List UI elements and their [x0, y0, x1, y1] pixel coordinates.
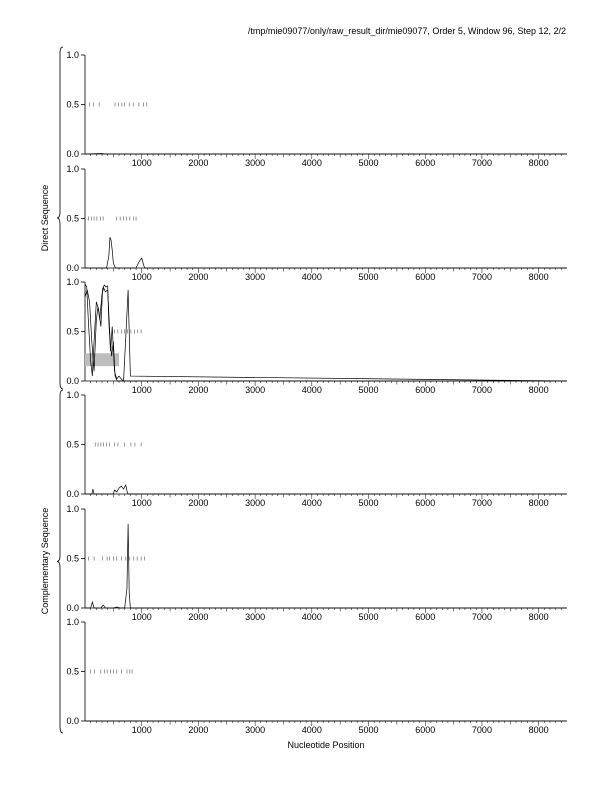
y-tick-label: 1.0 — [66, 50, 79, 60]
x-tick-label: 6000 — [415, 612, 436, 622]
y-tick-label: 0.5 — [66, 439, 79, 450]
y-tick-label: 1.0 — [66, 617, 79, 627]
x-tick-label: 3000 — [245, 612, 266, 622]
y-tick-label: 1.0 — [66, 390, 79, 400]
series-line-2 — [85, 288, 567, 381]
x-tick-label: 4000 — [301, 158, 322, 168]
y-tick-label: 0.0 — [66, 603, 79, 613]
series-line-1 — [85, 154, 567, 155]
chart-panel-1 — [66, 50, 567, 168]
x-tick-label: 6000 — [415, 498, 436, 508]
group-label-direct: Direct Sequence — [40, 184, 50, 252]
y-tick-label: 0.0 — [66, 716, 79, 726]
series-line-1 — [85, 485, 567, 494]
x-tick-label: 5000 — [358, 498, 379, 508]
x-tick-label: 8000 — [528, 725, 549, 735]
y-tick-label: 1.0 — [66, 504, 79, 514]
x-tick-label: 1000 — [131, 272, 152, 282]
chart-panel-5 — [66, 504, 567, 622]
x-tick-label: 3000 — [245, 272, 266, 282]
x-tick-label: 5000 — [358, 158, 379, 168]
x-tick-label: 3000 — [245, 385, 266, 395]
y-tick-label: 0.0 — [66, 149, 79, 159]
x-tick-label: 5000 — [358, 612, 379, 622]
x-tick-label: 5000 — [358, 272, 379, 282]
header-path: /tmp/mie09077/only/raw_result_dir/mie09077, Order 5, Window 96, Step 12, 2/2 — [247, 26, 566, 36]
x-tick-label: 8000 — [528, 158, 549, 168]
brace-direct — [57, 47, 63, 389]
x-tick-label: 1000 — [131, 158, 152, 168]
x-tick-label: 2000 — [188, 385, 209, 395]
x-tick-label: 8000 — [528, 272, 549, 282]
group-label-complementary: Complementary Sequence — [40, 507, 50, 615]
x-tick-label: 2000 — [188, 725, 209, 735]
x-tick-label: 3000 — [245, 498, 266, 508]
series-line-1 — [85, 524, 567, 608]
x-tick-label: 7000 — [471, 385, 492, 395]
x-tick-label: 2000 — [188, 498, 209, 508]
x-tick-label: 6000 — [415, 272, 436, 282]
y-tick-label: 0.5 — [66, 553, 79, 564]
group-braces — [40, 47, 63, 733]
x-tick-label: 4000 — [301, 385, 322, 395]
x-tick-label: 5000 — [358, 725, 379, 735]
x-tick-label: 2000 — [188, 612, 209, 622]
x-tick-label: 4000 — [301, 498, 322, 508]
y-tick-label: 0.0 — [66, 489, 79, 499]
x-tick-label: 1000 — [131, 498, 152, 508]
x-tick-label: 4000 — [301, 725, 322, 735]
chart-panel-6 — [66, 617, 567, 735]
x-tick-label: 3000 — [245, 725, 266, 735]
x-tick-label: 7000 — [471, 612, 492, 622]
x-tick-label: 2000 — [188, 158, 209, 168]
y-tick-label: 0.0 — [66, 263, 79, 273]
x-tick-label: 8000 — [528, 385, 549, 395]
x-tick-label: 1000 — [131, 725, 152, 735]
chart-panel-4 — [66, 390, 567, 508]
x-tick-label: 8000 — [528, 498, 549, 508]
y-tick-label: 0.5 — [66, 666, 79, 677]
y-tick-label: 0.5 — [66, 99, 79, 110]
y-tick-label: 1.0 — [66, 164, 79, 174]
x-tick-label: 6000 — [415, 725, 436, 735]
x-tick-label: 4000 — [301, 612, 322, 622]
x-tick-label: 7000 — [471, 272, 492, 282]
x-tick-label: 6000 — [415, 385, 436, 395]
chart-panel-2 — [66, 164, 567, 282]
series-line-1 — [85, 237, 567, 268]
x-axis-label: Nucleotide Position — [287, 740, 365, 750]
y-tick-label: 0.0 — [66, 376, 79, 386]
x-tick-label: 7000 — [471, 498, 492, 508]
x-tick-label: 6000 — [415, 158, 436, 168]
x-tick-label: 7000 — [471, 725, 492, 735]
y-tick-label: 1.0 — [66, 277, 79, 287]
brace-complementary — [57, 390, 63, 733]
y-tick-label: 0.5 — [66, 326, 79, 337]
x-tick-label: 4000 — [301, 272, 322, 282]
x-tick-label: 1000 — [131, 385, 152, 395]
x-tick-label: 1000 — [131, 612, 152, 622]
x-tick-label: 3000 — [245, 158, 266, 168]
x-tick-label: 8000 — [528, 612, 549, 622]
x-tick-label: 5000 — [358, 385, 379, 395]
chart-panel-3 — [66, 277, 567, 395]
x-tick-label: 7000 — [471, 158, 492, 168]
series-line-1 — [85, 284, 567, 381]
y-tick-label: 0.5 — [66, 213, 79, 224]
x-tick-label: 2000 — [188, 272, 209, 282]
panels — [66, 50, 567, 735]
